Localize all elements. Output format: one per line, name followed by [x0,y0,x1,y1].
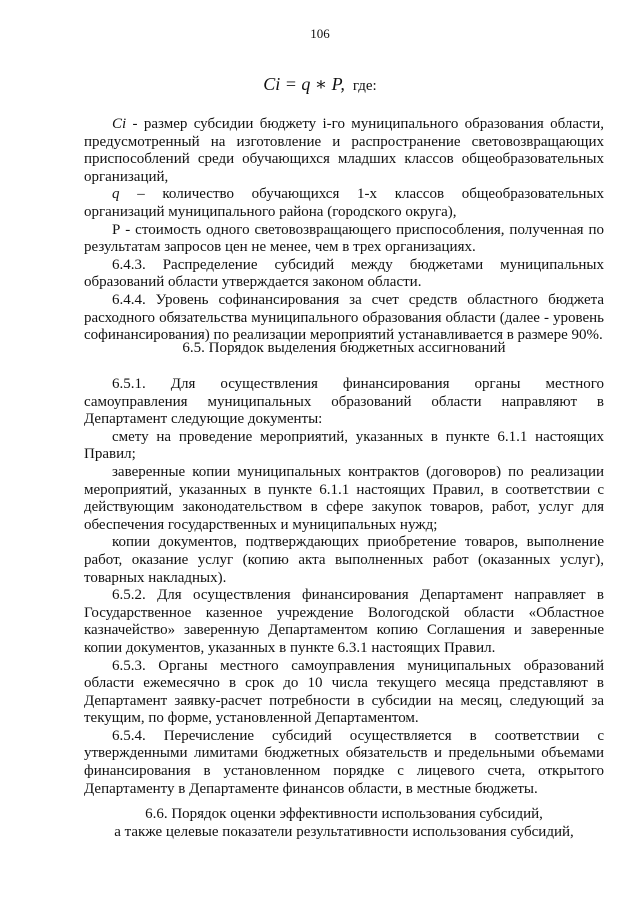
paragraph-6-5-4: 6.5.4. Перечисление субсидий осуществляется в соответствии с утвержденными лимитами бюджетных обязательств и предельными объемами финансирования в установленном порядке с лицевого счета, открытого Департаменту в Департаменте финансов области, в местные бюджеты. [84,727,604,797]
section-6-5-title [84,340,604,358]
definition-symbol: q [112,186,120,203]
paragraph-6-4-3: 6.4.3. Распределение субсидий между бюджетами муниципальных образований области утверждается законом области. [84,256,604,291]
definition-text: - размер субсидии бюджету i-го муниципального образования области, предусмотренный на изготовление и распространение световозвращающих приспособлений среди обучающихся младших классов общеобразовательных организаций, [84,116,604,185]
definition-p [84,222,604,257]
formula-expression: Ci = q ∗ P, [263,74,345,94]
formula [0,74,640,95]
formula-suffix: где: [352,78,377,94]
section-title-line: а также целевые показатели результативности использования субсидий, [114,823,574,840]
paragraph-6-5-3: 6.5.3. Органы местного самоуправления муниципальных образований области ежемесячно в срок до 10 числа текущего месяца представляют в Департамент заявку-расчет потребности в субсидии на месяц, следующий за текущим, по форме, установленной Департаментом. [84,657,604,727]
definition-ci [84,116,604,186]
page-number: 106 [310,26,330,41]
paragraph-6-4-4: 6.4.4. Уровень софинансирования за счет средств областного бюджета расходного обязательства муниципального образования области (далее - уровень софинансирования) по реализации мероприятий устанавливается в размере 90%. [84,291,604,344]
list-item-contracts: заверенные копии муниципальных контрактов (договоров) по реализации мероприятий, указанных в пункте 6.1.1 настоящих Правил, в соответствии с действующим законодательством в сфере закупок товаров, работ, услуг для обеспечения государственных и муниципальных нужд; [84,463,604,533]
list-item-documents: копии документов, подтверждающих приобретение товаров, выполнение работ, оказание услуг (копию акта выполненных работ (оказанных услуг), товарных накладных). [84,534,604,586]
definition-text: - стоимость одного световозвращающего приспособления, полученная по результатам запросов цен не менее, чем в трех организациях. [84,221,604,256]
section-6-5-body [84,376,604,798]
section-title-line: 6.6. Порядок оценки эффективности использования субсидий, [145,806,543,822]
definition-symbol: Р [112,221,121,238]
section-6-6-title [84,806,604,841]
paragraph-6-5-1: 6.5.1. Для осуществления финансирования органы местного самоуправления муниципальных образований области направляют в Департамент следующие документы: [84,376,604,428]
list-item-estimate: смету на проведение мероприятий, указанных в пункте 6.1.1 настоящих Правил; [84,428,604,463]
definition-text: – количество обучающихся 1-х классов общеобразовательных организаций муниципального района (городского округа), [84,186,604,220]
definitions-block [84,116,604,345]
definition-symbol: Ci [112,116,127,132]
definition-q [84,186,604,221]
section-title-line: 6.5. Порядок выделения бюджетных ассигнований [182,340,506,356]
paragraph-6-5-2: 6.5.2. Для осуществления финансирования Департамент направляет в Государственное казенное учреждение Вологодской области «Областное казначейство» заверенную Департаментом копию Соглашения и заверенные копии документов, указанных в пункте 6.3.1 настоящих Правил. [84,587,604,656]
